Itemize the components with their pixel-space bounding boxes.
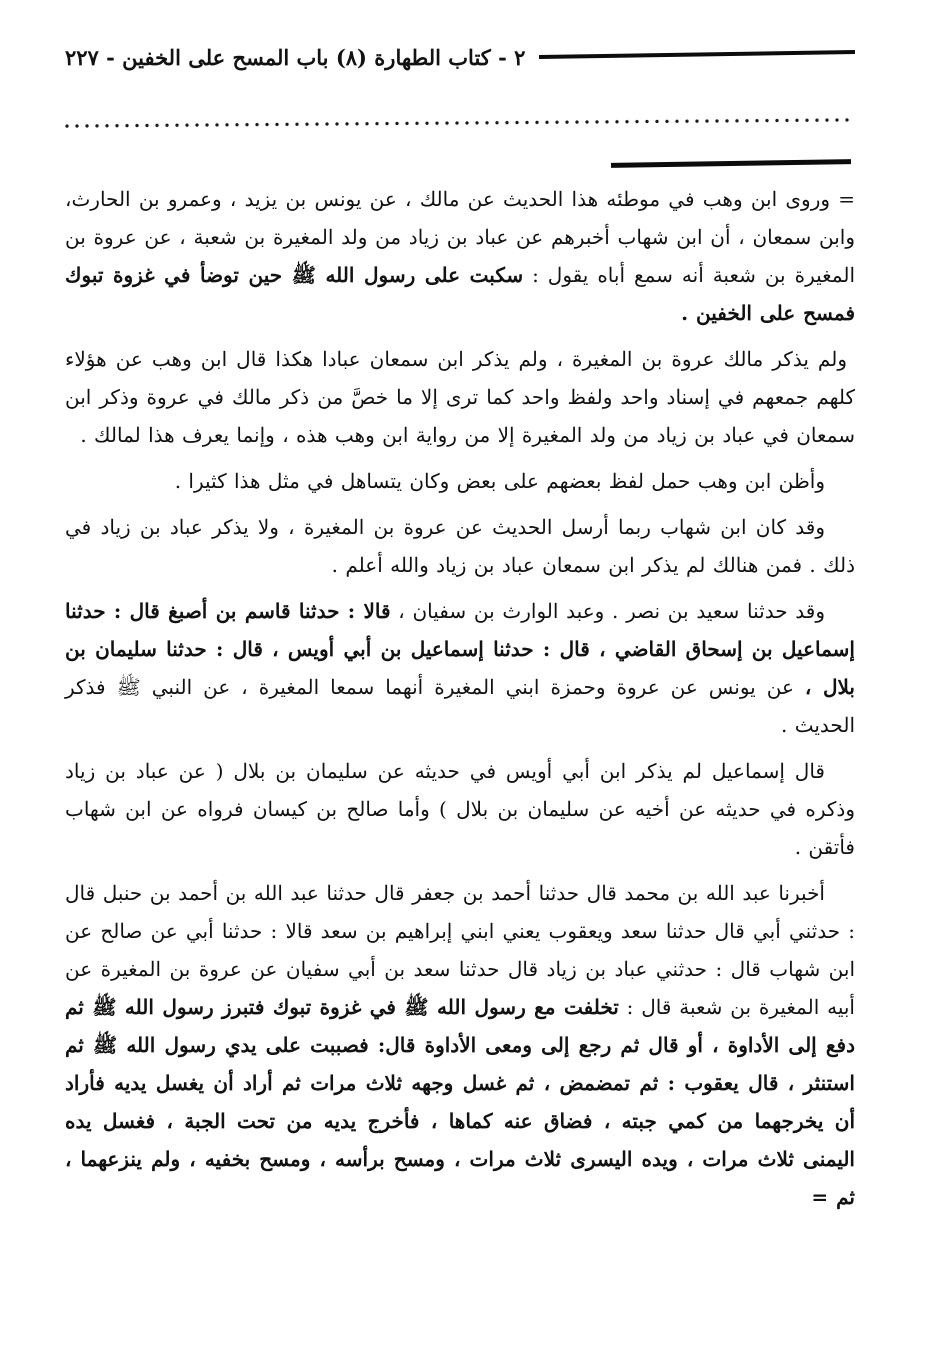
footnote-paragraph-1: [65, 180, 855, 332]
isnad-bold-run: قالا : حدثنا قاسم بن أصبغ قال : حدثنا إسماعيل بن إسحاق القاضي ، قال : حدثنا إسماعيل بن أبي أويس ، قال : حدثنا سليمان بن بلال ،: [65, 599, 855, 699]
text-run: وقد حدثنا سعيد بن نصر . وعبد الوارث بن سفيان ،: [390, 599, 826, 623]
footnote-paragraph-5: [65, 592, 855, 744]
page-header: [65, 40, 855, 74]
footnote-separator: [611, 159, 851, 168]
footnote-commentary: [65, 180, 855, 1216]
footnote-paragraph-4: [65, 508, 855, 584]
text-run: عن يونس عن عروة وحمزة ابني المغيرة أنهما سمعا المغيرة ، عن النبي ﷺ فذكر الحديث .: [65, 675, 855, 737]
footnote-paragraph-2: [65, 340, 855, 454]
dotted-separator: [65, 118, 855, 128]
text-run: أخبرنا عبد الله بن محمد قال حدثنا أحمد بن جعفر قال حدثنا عبد الله بن أحمد بن حنبل قال : حدثني أبي قال حدثنا سعد ويعقوب يعني ابني إبراهيم بن سعد قالا : حدثنا أبي عن صالح عن ابن شهاب قال : حدثني عباد بن زياد قال حدثنا سعد بن أبي سفيان عن عروة بن المغيرة عن أبيه المغيرة بن شعبة قال :: [65, 881, 855, 1019]
text-run: قال إسماعيل لم يذكر ابن أبي أويس في حديثه عن سليمان بن بلال ( عن عباد بن زياد وذكره في حديثه عن أخيه عن سليمان بن بلال ) وأما صالح بن كيسان فرواه عن ابن شهاب فأتقن .: [65, 759, 855, 859]
hadith-bold-run: تخلفت مع رسول الله ﷺ في غزوة تبوك فتبرز رسول الله ﷺ ثم دفع إلى الأداوة ، أو قال ثم رجع إلى ومعى الأداوة قال: فصببت على يدي رسول الله ﷺ ثم استنثر ، قال يعقوب : ثم تمضمض ، ثم غسل وجهه ثلاث مرات ثم أراد أن يغسل يديه فأراد أن يخرجهما من كمي جبته ، فضاق عنه كماها ، فأخرج يديه من تحت الجبة ، فغسل يده اليمنى ثلاث مرات ، ويده اليسرى ثلاث مرات ، ومسح برأسه ، ومسح بخفيه ، ولم ينزعهما ، ثم =: [65, 995, 855, 1209]
hadith-bold-run: سكبت على رسول الله ﷺ حين توضأ في غزوة تبوك فمسح على الخفين .: [65, 263, 855, 325]
text-run: وأظن ابن وهب حمل لفظ بعضهم على بعض وكان يتساهل في مثل هذا كثيرا .: [174, 469, 825, 493]
header-rule: [539, 50, 855, 59]
text-run: ولم يذكر مالك عروة بن المغيرة ، ولم يذكر ابن سمعان عبادا هكذا قال ابن وهب عن هؤلاء كلهم جمعهم في إسناد واحد ولفظ واحد كما ترى إلا ما خصَّ من ذكر مالك في عروة وذكر ابن سمعان في عباد بن زياد من ولد المغيرة إلا من رواية ابن وهب هذه ، وإنما يعرف هذا لمالك .: [65, 347, 855, 447]
footnote-paragraph-3: [65, 462, 855, 500]
text-run: = وروى ابن وهب في موطئه هذا الحديث عن مالك ، عن يونس بن يزيد ، وعمرو بن الحارث، وابن سمعان ، أن ابن شهاب أخبرهم عن عباد بن زياد من ولد المغيرة بن شعبة ، عن عروة بن المغيرة بن شعبة أنه سمع أباه يقول :: [65, 187, 856, 287]
text-run: وقد كان ابن شهاب ربما أرسل الحديث عن عروة بن المغيرة ، ولا يذكر عباد بن زياد في ذلك . فمن هنالك لم يذكر ابن سمعان عباد بن زياد والله أعلم .: [65, 515, 855, 577]
footnote-paragraph-6: [65, 752, 855, 866]
chapter-heading: ٢ - كتاب الطهارة (٨) باب المسح على الخفين - ٢٢٧: [65, 44, 526, 70]
footnote-paragraph-7: [65, 874, 855, 1216]
